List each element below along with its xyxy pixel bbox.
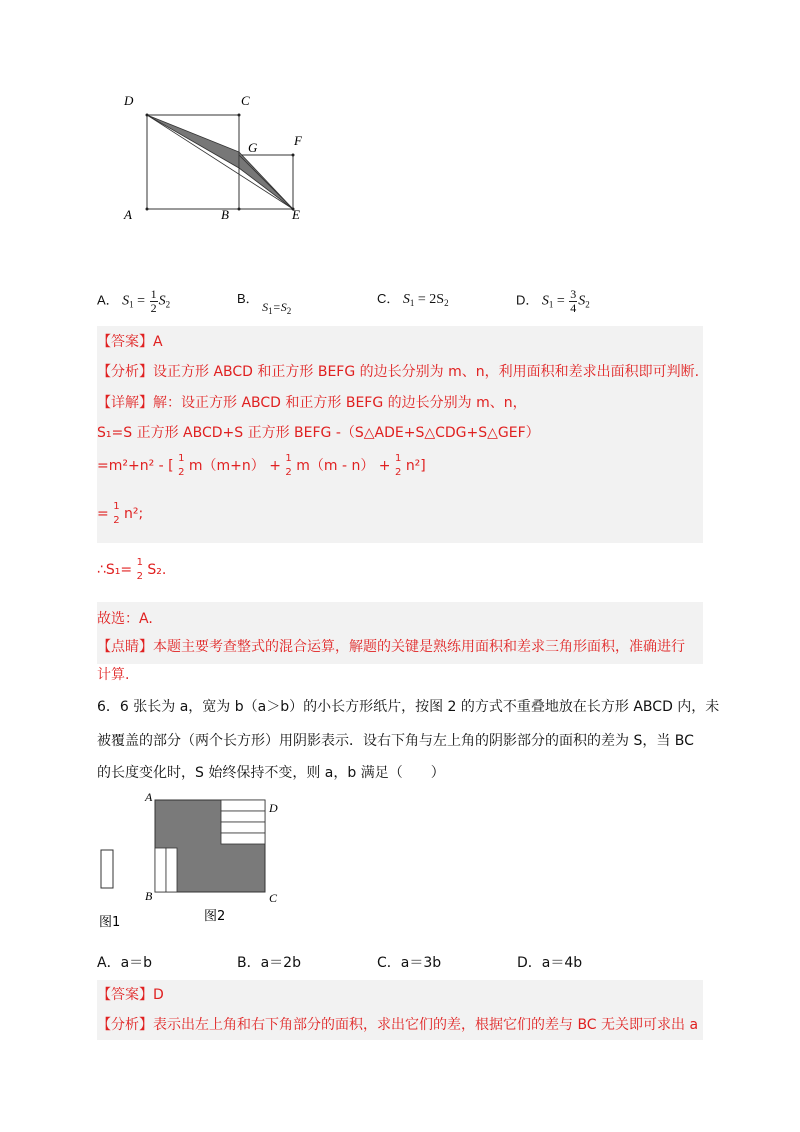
q5-options (97, 282, 703, 322)
option-a[interactable]: A． $S_1$ = $\frac{1}{2}$ $S_2$ (97, 287, 171, 315)
label-g: G (248, 140, 258, 155)
label-a2: A (145, 790, 153, 804)
option-b[interactable]: B． $S_1=S_2$ (237, 291, 292, 316)
q6-option-a[interactable]: A．a＝b (97, 955, 153, 971)
label-b2: B (145, 889, 153, 903)
comment-q5-line1: 【点睛】本题主要考查整式的混合运算，解题的关键是熟练用面积和差求三角形面积，准确进行 (97, 639, 685, 655)
analysis-q5: 【分析】设正方形 ABCD 和正方形 BEFG 的边长分别为 m、n，利用面积和差求出面积即可判断. (97, 364, 700, 380)
label-a: A (124, 207, 132, 222)
shaded-region-upper (147, 115, 239, 168)
label-d: D (124, 93, 134, 108)
q6-line2: 被覆盖的部分（两个长方形）用阴影表示．设右下角与左上角的阴影部分的面积的差为 S，当 BC (97, 733, 694, 749)
small-rectangle-fig1 (101, 850, 113, 888)
square-abcd (147, 115, 239, 209)
choose-q5: 故选：A. (97, 611, 153, 627)
label-e: E (292, 207, 300, 222)
therefore-q5: ∴S₁= 1 2 S₂. (97, 557, 167, 582)
q6-option-b[interactable]: B．a＝2b (237, 955, 301, 971)
caption-fig2: 图2 (204, 909, 226, 924)
q6-option-c[interactable]: C．a＝3b (377, 955, 442, 971)
caption-fig1: 图1 (99, 915, 121, 930)
detail-intro-q5: 【详解】解：设正方形 ABCD 和正方形 BEFG 的边长分别为 m、n， (97, 395, 527, 411)
label-c2: C (269, 891, 278, 905)
label-d2: D (269, 801, 278, 815)
detail-result-q5: = 1 2 n²; (97, 501, 144, 526)
q6-option-d[interactable]: D．a＝4b (517, 955, 583, 971)
answer-q6: 【答案】D (97, 987, 164, 1003)
analysis-q6: 【分析】表示出左上角和右下角部分的面积，求出它们的差，根据它们的差与 BC 无关即可求出 a (97, 1017, 699, 1033)
detail-s1-q5: S₁=S 正方形 ABCD+S 正方形 BEFG -（S△ADE+S△CDG+S△GEF） (97, 425, 540, 441)
q6-line3: 的长度变化时，S 始终保持不变，则 a，b 满足（ ） (97, 765, 445, 781)
q6-line1: 6．6 张长为 a，宽为 b（a＞b）的小长方形纸片，按图 2 的方式不重叠地放在长方形 ABCD 内，未 (97, 699, 720, 715)
option-d[interactable]: D． $S_1$ = $\frac{3}{4}$ $S_2$ (516, 287, 590, 315)
comment-q5-line2: 计算. (97, 667, 130, 683)
option-c[interactable]: C． $S_1 = 2S_2$ (377, 291, 449, 308)
detail-expand-q5: =m²+n² - [ 1 2 m（m+n） + 1 2 m（m - n） + 1 2 n²] (97, 453, 426, 478)
answer-q5: 【答案】A (97, 334, 163, 350)
label-f: F (294, 133, 302, 148)
geometry-figure-2 (97, 790, 297, 930)
label-b: B (221, 207, 229, 222)
label-c: C (241, 93, 250, 108)
geometry-figure-1 (110, 85, 330, 225)
